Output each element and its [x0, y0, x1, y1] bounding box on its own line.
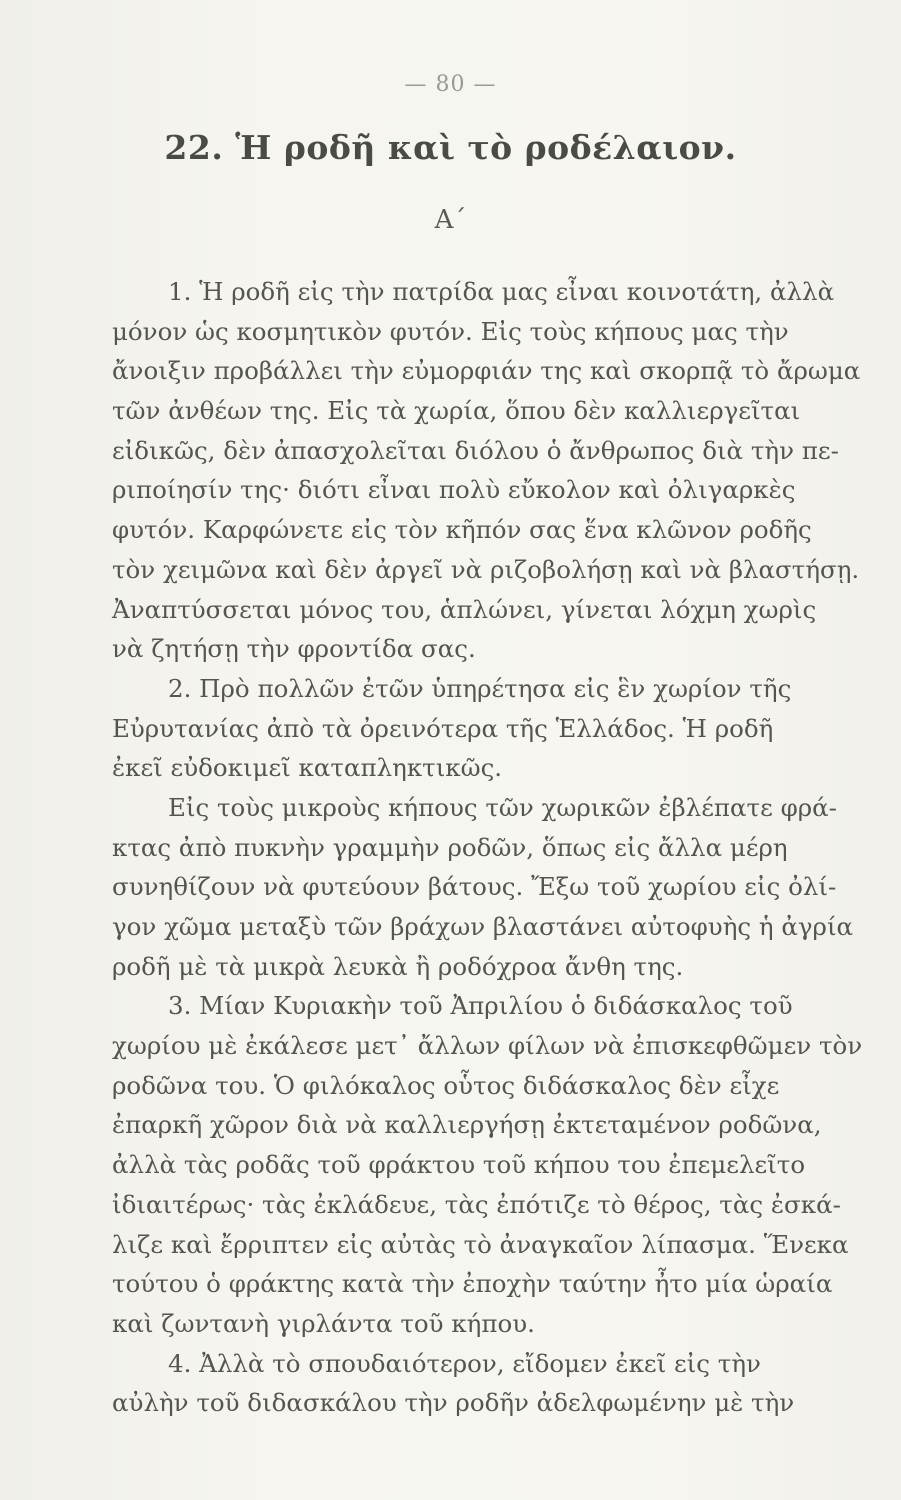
text-line: 1. Ἡ ροδῆ εἰς τὴν πατρίδα μας εἶναι κοινοτάτη, ἀλλὰ	[168, 277, 835, 306]
text-line: ἄνοιξιν προβάλλει τὴν εὐμορφιάν της καὶ σκορπᾷ τὸ ἄρωμα	[112, 356, 861, 386]
text-line: συνηθίζουν νὰ φυτεύουν βάτους. Ἔξω τοῦ χωρίου εἰς ὀλί-	[112, 872, 837, 902]
text-line: Εὐρυτανίας ἀπὸ τὰ ὀρεινότερα τῆς Ἑλλάδος. Ἡ ροδῆ	[112, 713, 774, 743]
text-line: κτας ἀπὸ πυκνὴν γραμμὴν ροδῶν, ὅπως εἰς ἄλλα μέρη	[112, 832, 788, 862]
text-line: λιζε καὶ ἔρριπτεν εἰς αὐτὰς τὸ ἀναγκαῖον λίπασμα. Ἕνεκα	[112, 1229, 849, 1259]
text-line: χωρίου μὲ ἐκάλεσε μετ᾽ ἄλλων φίλων νὰ ἐπισκεφθῶμεν τὸν	[112, 1031, 863, 1061]
body-text	[112, 272, 872, 1423]
text-line: ἐκεῖ εὐδοκιμεῖ καταπληκτικῶς.	[112, 753, 503, 783]
text-line: γον χῶμα μεταξὺ τῶν βράχων βλαστάνει αὐτοφυὴς ἡ ἀγρία	[112, 912, 854, 941]
text-line: τῶν ἀνθέων της. Εἰς τὰ χωρία, ὅπου δὲν καλλιεργεῖται	[112, 396, 801, 426]
page-number: — 80 —	[404, 72, 497, 97]
text-line: ἰδιαιτέρως· τὰς ἐκλάδευε, τὰς ἐπότιζε τὸ θέρος, τὰς ἐσκά-	[112, 1189, 841, 1219]
text-line: ἀλλὰ τὰς ροδᾶς τοῦ φράκτου τοῦ κήπου του ἐπεμελεῖτο	[112, 1150, 806, 1180]
text-line: εἰδικῶς, δὲν ἀπασχολεῖται διόλου ὁ ἄνθρωπος διὰ τὴν πε-	[112, 435, 839, 465]
text-line: 4. Ἀλλὰ τὸ σπουδαιότερον, εἴδομεν ἐκεῖ εἰς τὴν	[168, 1348, 761, 1378]
text-line: Εἰς τοὺς μικροὺς κήπους τῶν χωρικῶν ἐβλέπατε φρά-	[168, 792, 837, 822]
chapter-title: 22. Ἡ ροδῆ καὶ τὸ ροδέλαιον.	[164, 128, 737, 167]
text-line: νὰ ζητήσῃ τὴν φροντίδα σας.	[112, 634, 476, 664]
text-line: μόνον ὡς κοσμητικὸν φυτόν. Εἰς τοὺς κήπους μας τὴν	[112, 316, 789, 346]
text-line: ροδῶνα του. Ὁ φιλόκαλος οὗτος διδάσκαλος δὲν εἶχε	[112, 1070, 780, 1100]
text-line: τὸν χειμῶνα καὶ δὲν ἀργεῖ νὰ ριζοβολήσῃ καὶ νὰ βλαστήσῃ.	[112, 554, 860, 584]
text-line: Ἀναπτύσσεται μόνος του, ἁπλώνει, γίνεται λόχμη χωρὶς	[112, 594, 817, 624]
text-line: αὐλὴν τοῦ διδασκάλου τὴν ροδῆν ἀδελφωμένην μὲ τὴν	[112, 1388, 795, 1418]
section-mark: Α΄	[434, 205, 467, 235]
text-line: καὶ ζωντανὴ γιρλάντα τοῦ κήπου.	[112, 1308, 535, 1338]
text-line: ριποίησίν της· διότι εἶναι πολὺ εὔκολον καὶ ὀλιγαρκὲς	[112, 475, 796, 505]
text-line: 2. Πρὸ πολλῶν ἐτῶν ὑπηρέτησα εἰς ἓν χωρίον τῆς	[168, 673, 792, 703]
text-line: τούτου ὁ φράκτης κατὰ τὴν ἐποχὴν ταύτην ἦτο μία ὡραία	[112, 1269, 833, 1299]
text-line: ροδῆ μὲ τὰ μικρὰ λευκὰ ἢ ροδόχροα ἄνθη της.	[112, 951, 684, 981]
text-line: ἐπαρκῆ χῶρον διὰ νὰ καλλιεργήσῃ ἐκτεταμένον ροδῶνα,	[112, 1110, 822, 1140]
text-line: 3. Μίαν Κυριακὴν τοῦ Ἀπριλίου ὁ διδάσκαλος τοῦ	[168, 991, 793, 1021]
text-line: φυτόν. Καρφώνετε εἰς τὸν κῆπόν σας ἕνα κλῶνον ροδῆς	[112, 515, 812, 545]
